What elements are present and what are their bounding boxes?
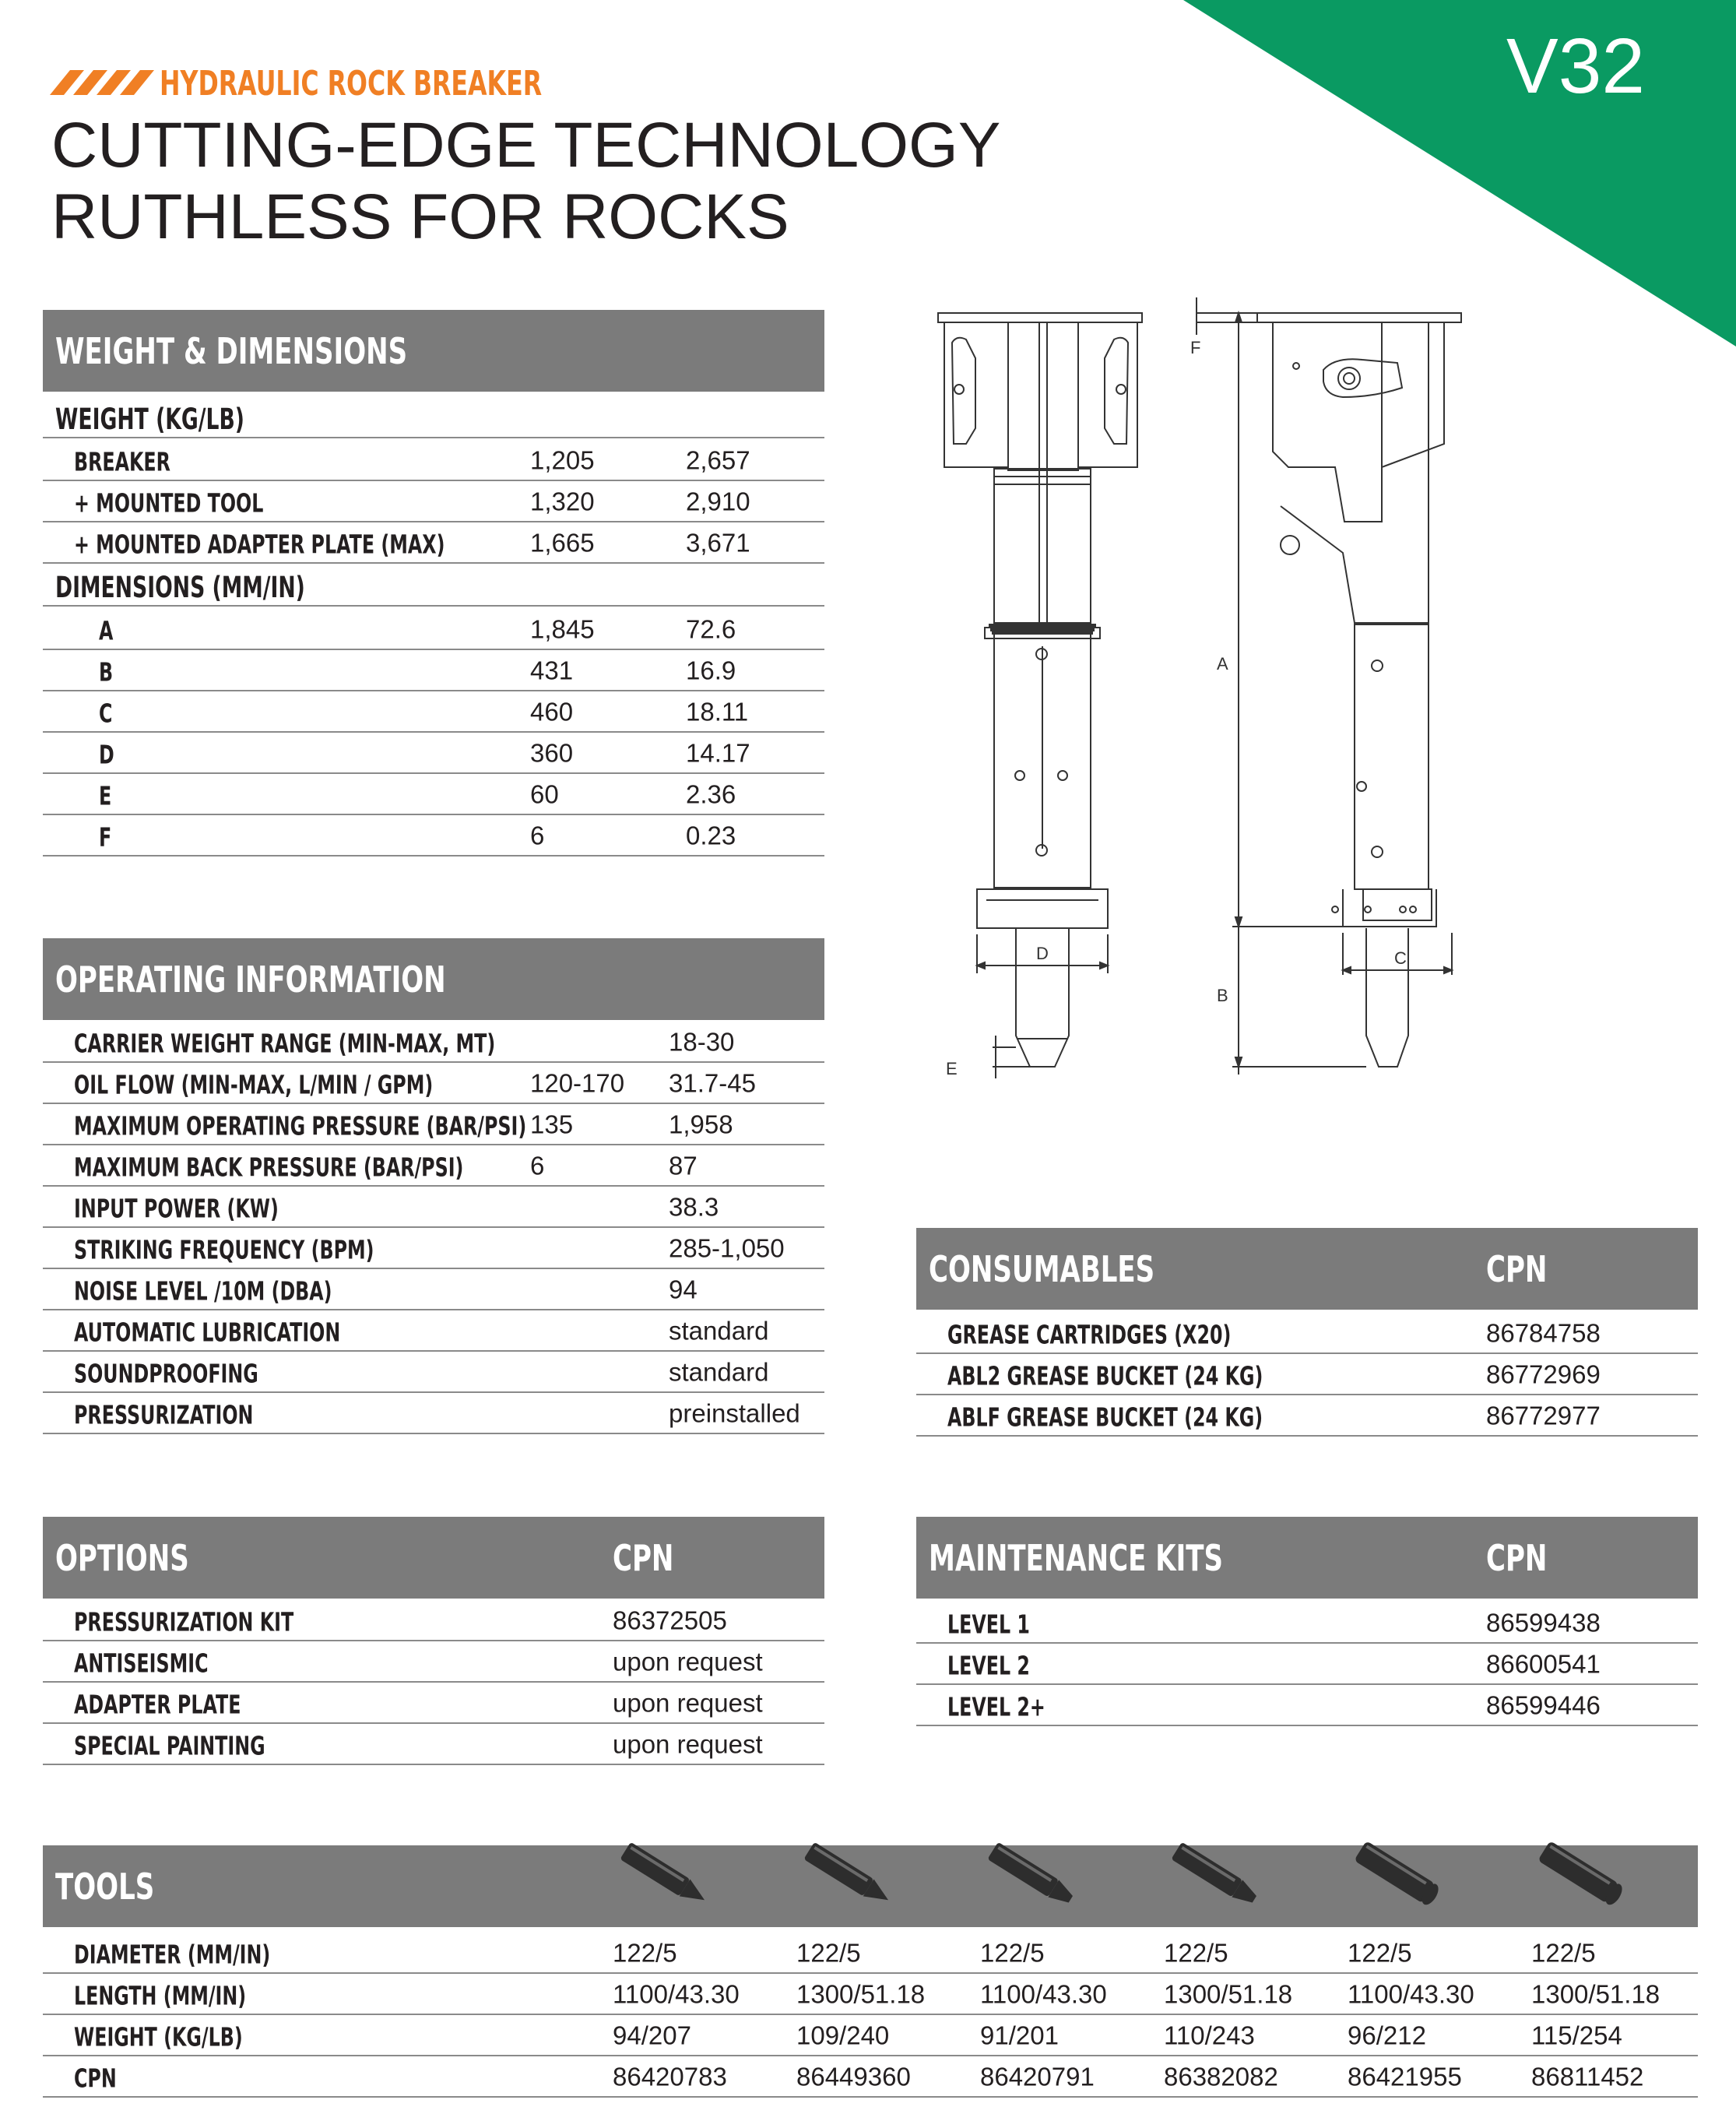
moil-point-icon <box>799 1842 900 1909</box>
consumables-header <box>916 1228 1698 1310</box>
row-label: ABL2 GREASE BUCKET (24 KG) <box>947 1360 1263 1391</box>
value-1: 135 <box>530 1110 574 1139</box>
row-label: SOUNDPROOFING <box>74 1358 258 1389</box>
page-title-line-2: RUTHLESS FOR ROCKS <box>51 181 789 252</box>
diameter-value: 122/5 <box>1164 1938 1228 1968</box>
value-1: 6 <box>530 1151 545 1180</box>
diameter-value: 122/5 <box>1348 1938 1412 1968</box>
value-in: 14.17 <box>686 738 750 768</box>
cpn-heading: CPN <box>1486 1536 1548 1579</box>
length-value: 1300/51.18 <box>1531 1979 1660 2009</box>
table-row <box>43 1144 824 1187</box>
row-label: ADAPTER PLATE <box>74 1689 241 1720</box>
table-row <box>43 731 824 774</box>
subheading: WEIGHT (KG/LB) <box>55 402 244 436</box>
svg-text:B: B <box>1217 986 1228 1005</box>
chisel-icon <box>982 1842 1084 1909</box>
section-title: WEIGHT & DIMENSIONS <box>55 329 408 372</box>
row-label: GREASE CARTRIDGES (X20) <box>947 1319 1232 1350</box>
value-2: preinstalled <box>669 1398 800 1428</box>
cpn-value: 86772977 <box>1486 1401 1601 1430</box>
cpn-value: upon request <box>613 1729 763 1759</box>
value-in: 0.23 <box>686 821 736 850</box>
row-label: SPECIAL PAINTING <box>74 1730 265 1761</box>
svg-text:F: F <box>1190 338 1201 357</box>
section-title: TOOLS <box>55 1865 155 1908</box>
table-row <box>43 814 824 856</box>
cpn-value: 86772969 <box>1486 1359 1601 1389</box>
operating-info-header <box>43 938 824 1020</box>
cpn-heading: CPN <box>613 1536 674 1579</box>
cpn-value: upon request <box>613 1647 763 1676</box>
table-row <box>43 649 824 691</box>
value-mm: 460 <box>530 697 574 726</box>
tools-row-weight <box>43 2014 1698 2056</box>
subheading: DIMENSIONS (MM/IN) <box>55 570 305 604</box>
weight-heading-row <box>43 396 824 438</box>
table-row <box>43 690 824 733</box>
row-label: CPN <box>74 2063 117 2094</box>
table-row <box>916 1394 1698 1437</box>
length-value: 1100/43.30 <box>613 1979 740 2009</box>
value-2: 94 <box>669 1275 698 1304</box>
value-mm: 1,845 <box>530 614 595 644</box>
table-row <box>43 1722 824 1765</box>
diameter-value: 122/5 <box>613 1938 677 1968</box>
cpn-value: 86449360 <box>796 2062 911 2091</box>
svg-text:A: A <box>1217 654 1228 674</box>
value-kg: 1,205 <box>530 445 595 475</box>
svg-text:C: C <box>1394 948 1407 968</box>
row-label: STRIKING FREQUENCY (BPM) <box>74 1234 374 1265</box>
value-2: standard <box>669 1357 769 1387</box>
value-lb: 3,671 <box>686 528 750 558</box>
value-kg: 1,320 <box>530 487 595 516</box>
section-title: MAINTENANCE KITS <box>929 1536 1224 1579</box>
row-label: D <box>99 739 114 770</box>
weight-value: 115/254 <box>1531 2021 1622 2050</box>
stripes-logo-icon <box>50 69 154 97</box>
blunt-tool-icon <box>1534 1842 1635 1909</box>
tools-row-diameter <box>43 1931 1698 1974</box>
cpn-value: 86420791 <box>980 2062 1095 2091</box>
row-label: ABLF GREASE BUCKET (24 KG) <box>947 1402 1263 1433</box>
row-label: PRESSURIZATION KIT <box>74 1606 294 1637</box>
table-row <box>43 772 824 815</box>
row-label: MAXIMUM OPERATING PRESSURE (BAR/PSI) <box>74 1110 527 1141</box>
table-row <box>43 1391 824 1434</box>
value-mm: 431 <box>530 656 574 685</box>
table-row <box>43 521 824 564</box>
value-2: standard <box>669 1316 769 1345</box>
weight-value: 94/207 <box>613 2021 691 2050</box>
section-title: OPERATING INFORMATION <box>55 958 446 1001</box>
table-row <box>43 1226 824 1269</box>
diameter-value: 122/5 <box>980 1938 1045 1968</box>
value-2: 31.7-45 <box>669 1068 756 1098</box>
moil-point-icon <box>615 1842 716 1909</box>
table-row <box>43 607 824 650</box>
page-title-line-1: CUTTING-EDGE TECHNOLOGY <box>51 110 1001 181</box>
row-label: DIAMETER (MM/IN) <box>74 1939 271 1970</box>
row-label: PRESSURIZATION <box>74 1399 254 1430</box>
table-row <box>43 1020 824 1063</box>
table-row <box>43 438 824 481</box>
row-label: + MOUNTED ADAPTER PLATE (MAX) <box>74 529 445 560</box>
value-2: 87 <box>669 1151 698 1180</box>
value-2: 38.3 <box>669 1192 719 1222</box>
cpn-value: 86420783 <box>613 2062 727 2091</box>
value-in: 18.11 <box>686 697 749 726</box>
table-row <box>916 1642 1698 1685</box>
cpn-value: 86421955 <box>1348 2062 1462 2091</box>
table-row <box>916 1683 1698 1726</box>
cpn-value: 86372505 <box>613 1606 727 1635</box>
length-value: 1100/43.30 <box>980 1979 1107 2009</box>
table-row <box>916 1352 1698 1395</box>
value-lb: 2,657 <box>686 445 750 475</box>
cpn-value: 86599446 <box>1486 1690 1601 1720</box>
row-label: C <box>99 698 113 729</box>
row-label: F <box>99 821 112 853</box>
table-row <box>43 1103 824 1145</box>
cpn-value: upon request <box>613 1688 763 1718</box>
row-label: + MOUNTED TOOL <box>74 487 264 519</box>
front-view <box>938 313 1142 1078</box>
value-2: 285-1,050 <box>669 1233 785 1263</box>
table-row <box>43 1268 824 1310</box>
table-row <box>916 1311 1698 1354</box>
table-row <box>43 1599 824 1641</box>
cpn-value: 86600541 <box>1486 1649 1601 1679</box>
cpn-heading: CPN <box>1486 1247 1548 1290</box>
value-lb: 2,910 <box>686 487 750 516</box>
breaker-technical-drawing <box>930 288 1475 1098</box>
options-header <box>43 1517 824 1599</box>
tools-row-length <box>43 1972 1698 2015</box>
table-row <box>43 1681 824 1724</box>
length-value: 1300/51.18 <box>1164 1979 1293 2009</box>
row-label: A <box>99 615 114 646</box>
dimensions-heading-row <box>43 564 824 607</box>
diameter-value: 122/5 <box>796 1938 861 1968</box>
row-label: B <box>99 656 114 688</box>
weight-value: 109/240 <box>796 2021 890 2050</box>
value-mm: 6 <box>530 821 545 850</box>
blunt-tool-icon <box>1350 1842 1451 1909</box>
table-row <box>43 1309 824 1352</box>
weight-value: 91/201 <box>980 2021 1059 2050</box>
row-label: CARRIER WEIGHT RANGE (MIN-MAX, MT) <box>74 1028 496 1059</box>
table-row <box>43 1185 824 1228</box>
section-title: OPTIONS <box>55 1536 189 1579</box>
row-label: MAXIMUM BACK PRESSURE (BAR/PSI) <box>74 1152 464 1183</box>
row-label: LEVEL 2+ <box>947 1691 1045 1722</box>
value-mm: 60 <box>530 779 559 809</box>
svg-text:D: D <box>1036 944 1049 963</box>
length-value: 1100/43.30 <box>1348 1979 1474 2009</box>
tools-row-cpn <box>43 2055 1698 2098</box>
length-value: 1300/51.18 <box>796 1979 926 2009</box>
row-label: INPUT POWER (KW) <box>74 1193 279 1224</box>
kicker: HYDRAULIC ROCK BREAKER <box>160 64 543 104</box>
cpn-value: 86784758 <box>1486 1318 1601 1348</box>
value-2: 1,958 <box>669 1110 733 1139</box>
diameter-value: 122/5 <box>1531 1938 1596 1968</box>
value-kg: 1,665 <box>530 528 595 558</box>
row-label: LEVEL 2 <box>947 1650 1030 1681</box>
value-in: 2.36 <box>686 779 736 809</box>
row-label: WEIGHT (KG/LB) <box>74 2021 243 2052</box>
row-label: BREAKER <box>74 446 170 477</box>
cpn-value: 86599438 <box>1486 1608 1601 1637</box>
value-1: 120-170 <box>530 1068 625 1098</box>
table-row <box>43 1640 824 1683</box>
weight-dimensions-header <box>43 310 824 392</box>
cpn-value: 86382082 <box>1164 2062 1278 2091</box>
row-label: AUTOMATIC LUBRICATION <box>74 1317 341 1348</box>
row-label: LENGTH (MM/IN) <box>74 1980 247 2011</box>
side-view <box>1190 297 1461 1075</box>
row-label: ANTISEISMIC <box>74 1648 209 1679</box>
svg-text:E: E <box>946 1059 958 1078</box>
table-row <box>43 480 824 522</box>
row-label: LEVEL 1 <box>947 1609 1030 1640</box>
table-row <box>43 1350 824 1393</box>
chisel-icon <box>1166 1842 1267 1909</box>
value-in: 72.6 <box>686 614 736 644</box>
section-title: CONSUMABLES <box>929 1247 1155 1290</box>
maintenance-kits-header <box>916 1517 1698 1599</box>
row-label: OIL FLOW (MIN-MAX, L/MIN / GPM) <box>74 1069 434 1100</box>
weight-value: 96/212 <box>1348 2021 1426 2050</box>
cpn-value: 86811452 <box>1531 2062 1644 2091</box>
value-mm: 360 <box>530 738 574 768</box>
row-label: E <box>99 780 112 811</box>
value-2: 18-30 <box>669 1027 735 1057</box>
weight-value: 110/243 <box>1164 2021 1255 2050</box>
model-name: V32 <box>1506 23 1645 110</box>
table-row <box>916 1601 1698 1644</box>
row-label: NOISE LEVEL /10M (DBA) <box>74 1275 332 1307</box>
table-row <box>43 1061 824 1104</box>
value-in: 16.9 <box>686 656 736 685</box>
